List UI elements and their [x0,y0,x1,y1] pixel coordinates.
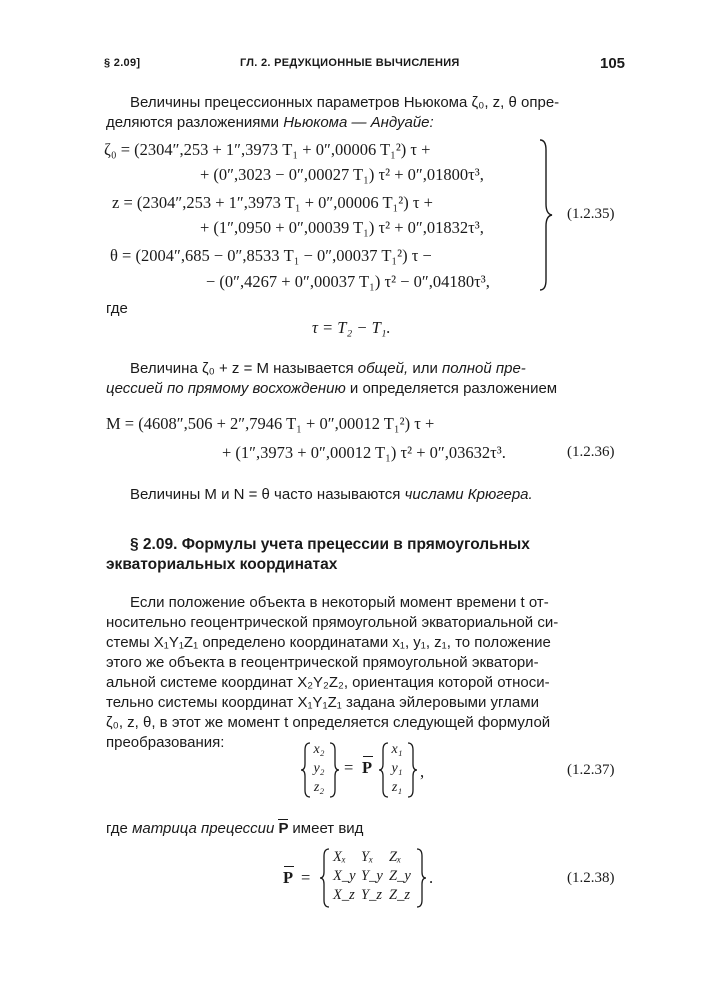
section-heading-line-2: экваториальных координатах [106,556,338,573]
eq-1235-line-4: + (1″,0950 + 0″,00039 T₁) τ² + 0″,01832τ³, [200,218,484,237]
eq-1238-p-overbar [284,866,294,867]
m-22: Y_y [361,868,383,884]
para2-line-1 [130,358,526,379]
eq-1237-rhs-right-brace [406,742,418,798]
para2-full: полной пре- [442,360,526,377]
running-head-chapter: ГЛ. 2. РЕДУКЦИОННЫЕ ВЫЧИСЛЕНИЯ [240,57,460,69]
matrix-row-1 [333,848,413,867]
rhs-x1: x₁ [391,742,403,757]
eq-1235-line-3: z = (2304″,253 + 1″,3973 T₁ + 0″,00006 T₁²) τ + [112,193,433,212]
eq-1238-number: (1.2.38) [567,870,615,886]
eq-1238-p-symbol: P [283,868,294,887]
body-line-7: ζ₀, z, θ, в этот же момент t определяется следующей формулой [106,714,551,731]
intro-line-2-text: деляются разложениями [106,114,284,131]
eq-1235-line-6: − (0″,4267 + 0″,00037 T₁) τ² − 0″,04180τ³, [206,272,490,291]
eq-1237-number: (1.2.37) [567,762,615,778]
eq-1238-matrix [333,848,413,905]
eq-1235-number: (1.2.35) [567,206,615,222]
eq-1235-line-1: ζ₀ = (2304″,253 + 1″,3973 T₁ + 0″,00006 T₁²) τ + [104,140,431,159]
eq-1237-comma: , [420,762,425,781]
para2-precession-ra: цессией по прямому восхождению [106,380,346,397]
lhs-x2: x₂ [313,742,325,757]
m-23: Z_y [389,868,411,884]
tau-definition: τ = T₂ − T₁. [312,318,391,337]
para3-text: Величины M и N = θ часто называются [130,486,405,503]
para4-precession-matrix: матрица прецессии [132,820,275,837]
para4-p-overbar [278,819,288,820]
body-line-5: альной системе координат X₂Y₂Z₂, ориентация которой относи- [106,674,550,691]
m-32: Y_z [361,887,382,903]
lhs-z2: z₂ [313,780,325,795]
eq-1237-rhs-vector [388,740,406,797]
para2-text-a: Величина ζ₀ + z = M называется [130,360,358,377]
para4-line [106,818,363,839]
para2-or: или [408,360,443,377]
m-21: X_y [333,868,356,884]
eq-1236-number: (1.2.36) [567,444,615,460]
eq-1235-line-2: + (0″,3023 − 0″,00027 T₁) τ² + 0″,01800τ³, [200,165,484,184]
body-line-1: Если положение объекта в некоторый момент времени t от- [130,594,549,611]
eq-1235-line-5: θ = (2004″,685 − 0″,8533 T₁ − 0″,00037 T₁²) τ − [110,246,432,265]
rhs-y1: y₁ [391,761,403,776]
eq-1237-p-symbol: P [362,758,373,777]
m-12: Yₓ [361,849,374,865]
eq-1235-right-brace [538,138,554,292]
para2-text-f: и определяется разложением [345,380,558,397]
para4-where: где [106,820,133,837]
matrix-row-2 [333,867,413,886]
eq-1238-matrix-p [283,868,293,888]
m-13: Zₓ [389,849,402,865]
body-line-8: преобразования: [106,734,225,751]
intro-newcomb-anduaye: Ньюкома — Андуайе: [283,114,434,131]
eq-1237-lhs-vector [310,740,328,797]
para2-general: общей, [357,360,409,377]
intro-line-1: Величины прецессионных параметров Ньюкома ζ₀, z, θ опре- [130,94,560,111]
eq-1237-matrix-p [362,758,372,778]
running-head-section: § 2.09] [104,57,141,69]
para4-p-symbol [274,820,292,837]
eq-1238-right-brace [415,848,427,908]
where-label-1: где [106,300,128,317]
section-heading-line-1: § 2.09. Формулы учета прецессии в прямоугольных [130,536,530,553]
m-31: X_z [333,887,355,903]
rhs-z1: z₁ [391,780,403,795]
eq-1238-period: . [429,868,434,887]
eq-1236-line-1: M = (4608″,506 + 2″,7946 T₁ + 0″,00012 T₁²) τ + [106,414,435,433]
body-line-4: этого же объекта в геоцентрической прямоугольной экватори- [106,654,539,671]
body-line-3: стемы X₁Y₁Z₁ определено координатами x₁, y₁, z₁, то положение [106,634,551,651]
para2-line-2 [106,378,557,399]
eq-1237-lhs-right-brace [328,742,340,798]
eq-1237-equals: = [344,758,354,777]
para3-kruger-numbers: числами Крюгера. [404,486,533,503]
matrix-row-3 [333,886,413,905]
lhs-y2: y₂ [313,761,325,776]
eq-1238-equals: = [301,868,311,887]
m-33: Z_z [389,887,410,903]
para4-has-form: имеет вид [292,820,364,837]
m-11: Xₓ [333,849,346,865]
eq-1236-line-2: + (1″,3973 + 0″,00012 T₁) τ² + 0″,03632τ³. [222,443,506,462]
intro-line-2 [106,112,434,133]
p-overbar [363,756,373,757]
para3-line [130,484,533,505]
eq-1238-left-brace [319,848,331,908]
para4-p-text: P [274,820,293,837]
body-line-6: тельно системы координат X₁Y₁Z₁ задана эйлеровыми углами [106,694,539,711]
body-line-2: носительно геоцентрической прямоугольной экваториальной си- [106,614,559,631]
eq-1237 [300,740,450,800]
page-number: 105 [600,55,626,72]
eq-1238 [283,846,453,910]
